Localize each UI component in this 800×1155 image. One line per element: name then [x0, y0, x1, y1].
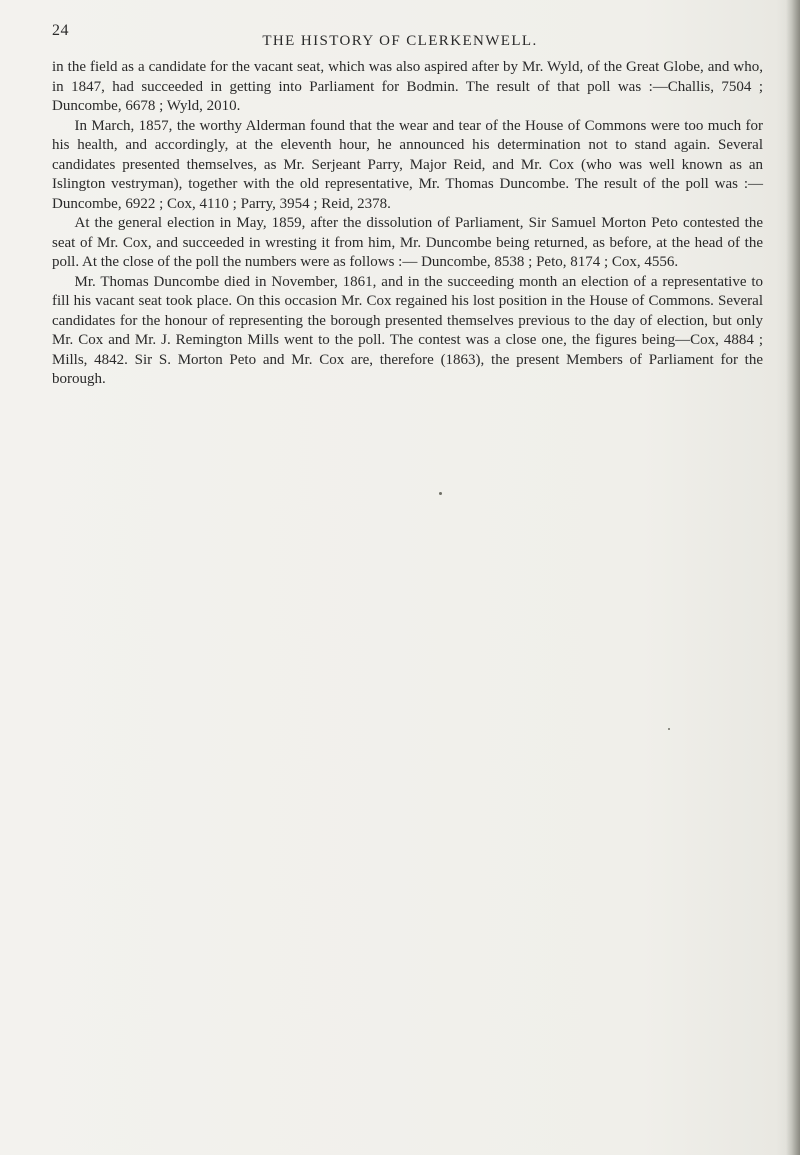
paper-speck [439, 492, 442, 495]
body-text [52, 58, 763, 390]
paper-speck [668, 728, 670, 730]
paragraph-1: in the field as a candidate for the vacant seat, which was also aspired after by Mr. Wyld, of the Great Globe, and who, in 1847, had succeeded in getting into Parliament for Bodmin. The result of that poll was :—Challis, 7504 ; Duncombe, 6678 ; Wyld, 2010. [52, 59, 763, 114]
paragraph-3: At the general election in May, 1859, after the dissolution of Parliament, Sir Samuel Morton Peto contested the seat of Mr. Cox, and succeeded in wresting it from him, Mr. Duncombe being returned, as before, at the head of the poll. At the close of the poll the numbers were as follows :— Duncombe, 8538 ; Peto, 8174 ; Cox, 4556. [52, 215, 763, 270]
running-title: THE HISTORY OF CLERKENWELL. [262, 33, 538, 49]
paragraph-4: Mr. Thomas Duncombe died in November, 1861, and in the succeeding month an election of a representative to fill his vacant seat took place. On this occasion Mr. Cox regained his lost position in the House of Commons. Several candidates for the honour of representing the borough presented themselves previous to the day of election, but only Mr. Cox and Mr. J. Remington Mills went to the poll. The contest was a close one, the figures being—Cox, 4884 ; Mills, 4842. Sir S. Morton Peto and Mr. Cox are, therefore (1863), the present Members of Parliament for the borough. [52, 273, 763, 387]
page-edge-shadow [786, 0, 800, 1155]
paragraph-2: In March, 1857, the worthy Alderman found that the wear and tear of the House of Commons were too much for his health, and accordingly, at the eleventh hour, he announced his determination not to stand again. Several candidates presented themselves, as Mr. Serjeant Parry, Major Reid, and Mr. Cox (who was well known as an Islington vestryman), together with the old representative, Mr. Thomas Duncombe. The result of the poll was :—Duncombe, 6922 ; Cox, 4110 ; Parry, 3954 ; Reid, 2378. [52, 117, 763, 212]
page-number: 24 [52, 22, 69, 39]
